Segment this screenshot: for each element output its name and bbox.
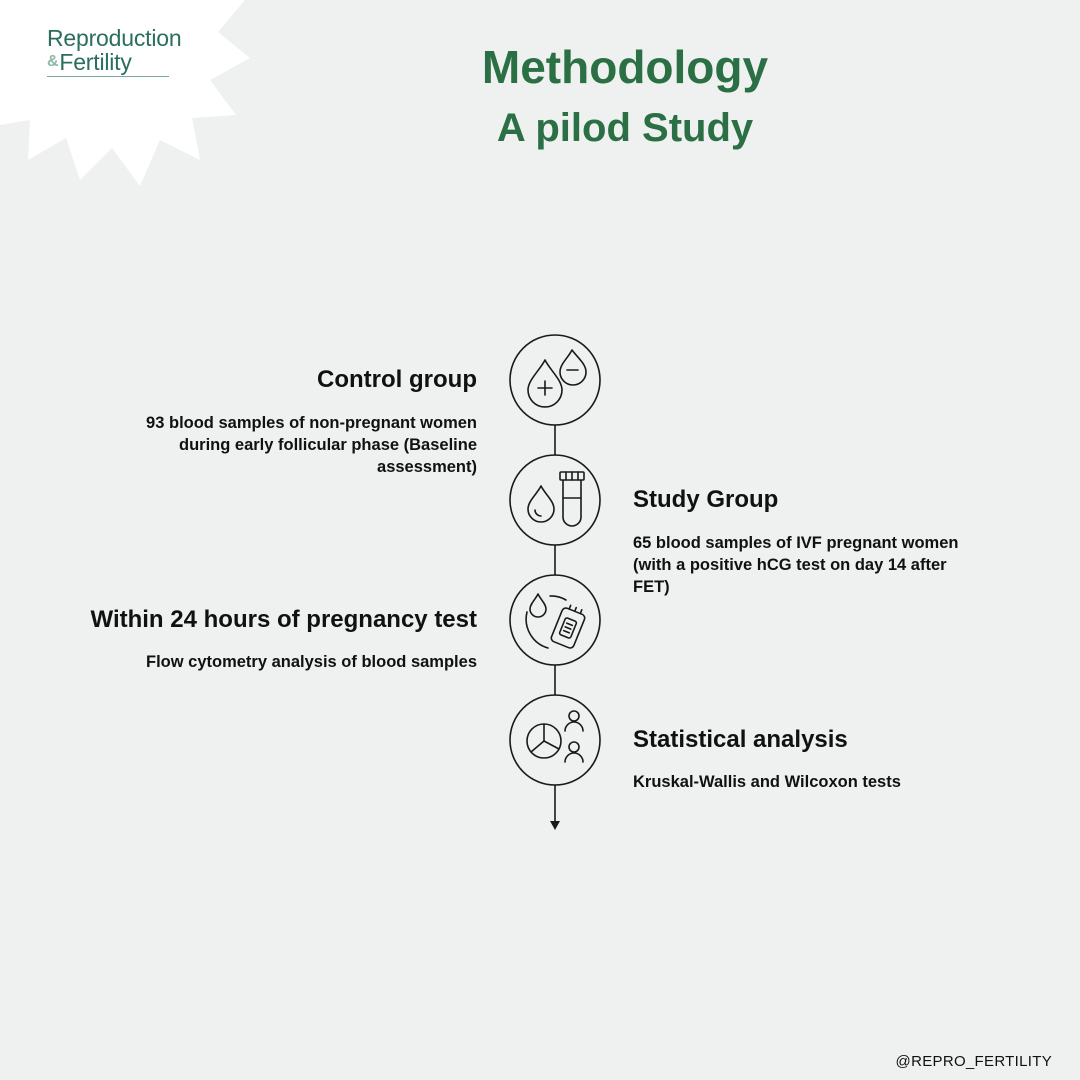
step-heading: Within 24 hours of pregnancy test [90, 606, 477, 633]
page-subtitle: A pilod Study [496, 106, 754, 150]
social-handle: @REPRO_FERTILITY [895, 1053, 1052, 1070]
step-description-line: FET) [633, 578, 670, 596]
logo-line1: Reproduction [47, 25, 182, 51]
step-pregnancy-test [91, 605, 478, 673]
step-description-line: (with a positive hCG test on day 14 after [633, 556, 947, 574]
step-study-group [633, 485, 958, 598]
blood-drop-cytometry-icon [510, 575, 600, 665]
step-heading: Control group [317, 366, 477, 393]
step-description [633, 532, 958, 598]
step-description-line: assessment) [377, 458, 477, 476]
timeline-arrowhead [550, 821, 560, 830]
pie-chart-people-icon [510, 695, 600, 785]
step-description [91, 651, 478, 673]
step-description-line: during early follicular phase (Baseline [178, 436, 477, 454]
logo-ampersand: & [47, 53, 59, 70]
step-control-group [146, 365, 477, 478]
logo-line2: Fertility [59, 49, 132, 75]
step-description [146, 412, 477, 478]
blood-drops-plus-minus-icon [510, 335, 600, 425]
page-title: Methodology [481, 41, 769, 93]
step-description-line: Kruskal-Wallis and Wilcoxon tests [633, 773, 901, 791]
blood-drop-test-tube-icon [510, 455, 600, 545]
step-heading: Study Group [633, 486, 779, 513]
step-description-line: 65 blood samples of IVF pregnant women [633, 534, 959, 552]
step-description-line: 93 blood samples of non-pregnant women [146, 414, 477, 432]
step-description-line: Flow cytometry analysis of blood samples [145, 653, 477, 671]
step-heading: Statistical analysis [633, 726, 848, 753]
step-description [633, 771, 901, 793]
step-statistical-analysis [633, 725, 901, 793]
